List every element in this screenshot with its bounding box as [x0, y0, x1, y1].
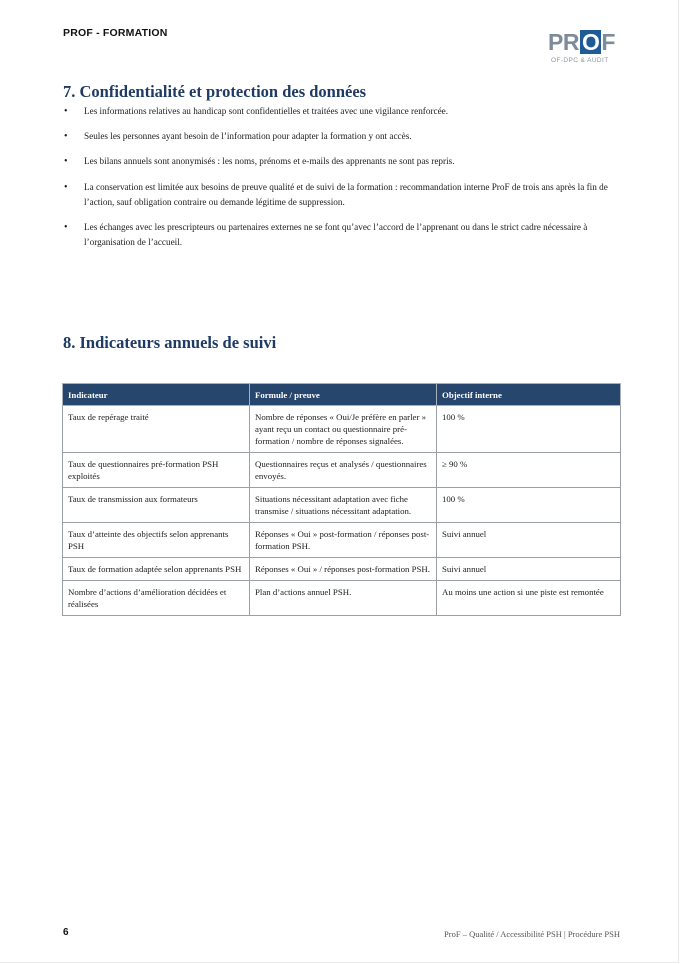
- bullet-icon: •: [64, 131, 68, 143]
- table-row: [63, 488, 621, 523]
- table-cell: Situations nécessitant adaptation avec fiche transmise / situations nécessitant adaptation.: [250, 488, 437, 523]
- section-8-title: 8. Indicateurs annuels de suivi: [63, 333, 277, 352]
- logo-text-box: O: [581, 29, 600, 55]
- list-item-text: Les échanges avec les prescripteurs ou partenaires externes ne se font qu’avec l’accord de l’apprenant ou dans le strict cadre nécessaire à l’organisation de l’accueil.: [84, 222, 588, 248]
- table-cell: 100 %: [437, 406, 621, 453]
- table-cell: Taux de questionnaires pré-formation PSH exploités: [63, 453, 250, 488]
- footer-text: ProF – Qualité / Accessibilité PSH | Procédure PSH: [444, 929, 620, 939]
- logo-subtitle: OF-DPC & AUDIT: [551, 57, 609, 64]
- header-label: PROF - FORMATION: [63, 27, 168, 39]
- bullet-icon: •: [64, 222, 68, 234]
- list-item-text: La conservation est limitée aux besoins de preuve qualité et de suivi de la formation : recommandation interne ProF de trois ans après la fin de l’action, sauf obligation contraire ou demande légitime de suppression.: [84, 181, 608, 207]
- table-row: [63, 406, 621, 453]
- section-7-title: 7. Confidentialité et protection des données: [63, 82, 367, 101]
- confidentiality-list: [63, 104, 623, 250]
- table-cell: Taux de repérage traité: [63, 406, 250, 453]
- bullet-icon: •: [64, 156, 68, 168]
- table-cell: Nombre de réponses « Oui/Je préfère en parler » ayant reçu un contact ou questionnaire pré-formation / nombre de réponses signalées.: [250, 406, 437, 453]
- table-cell: ≥ 90 %: [437, 453, 621, 488]
- column-header-formule: Formule / preuve: [250, 384, 437, 406]
- list-item-text: Les informations relatives au handicap sont confidentielles et traitées avec une vigilance renforcée.: [84, 106, 449, 116]
- list-item-text: Seules les personnes ayant besoin de l’information pour adapter la formation y ont accès.: [84, 131, 412, 142]
- prof-logo: [548, 30, 622, 72]
- table-cell: Suivi annuel: [437, 523, 621, 558]
- list-item: [63, 154, 623, 169]
- bullet-icon: •: [64, 181, 68, 193]
- list-item: [63, 104, 623, 119]
- table-cell: Taux de transmission aux formateurs: [63, 488, 250, 523]
- logo-mark: [548, 30, 622, 54]
- table-row: [63, 558, 621, 581]
- page-number: 6: [63, 927, 69, 938]
- table-cell: Nombre d’actions d’amélioration décidées et réalisées: [63, 581, 250, 616]
- table-cell: Questionnaires reçus et analysés / questionnaires envoyés.: [250, 453, 437, 488]
- logo-text-left: PR: [548, 29, 579, 55]
- table-cell: Au moins une action si une piste est remontée: [437, 581, 621, 616]
- list-item: [63, 129, 623, 144]
- table-row: [63, 453, 621, 488]
- list-item-text: Les bilans annuels sont anonymisés : les noms, prénoms et e-mails des apprenants ne sont pas repris.: [84, 156, 455, 167]
- logo-text-right: F: [601, 29, 615, 55]
- column-header-objectif: Objectif interne: [437, 384, 621, 406]
- table-cell: Réponses « Oui » post-formation / réponses post-formation PSH.: [250, 523, 437, 558]
- list-item: [63, 220, 623, 250]
- table-cell: Réponses « Oui » / réponses post-formation PSH.: [250, 558, 437, 581]
- table-cell: Plan d’actions annuel PSH.: [250, 581, 437, 616]
- bullet-icon: •: [64, 106, 68, 117]
- table-header-row: [63, 384, 621, 406]
- column-header-indicateur: Indicateur: [63, 384, 250, 406]
- table-cell: Taux d’atteinte des objectifs selon apprenants PSH: [63, 523, 250, 558]
- list-item: [63, 180, 623, 210]
- table-cell: Taux de formation adaptée selon apprenants PSH: [63, 558, 250, 581]
- table-row: [63, 523, 621, 558]
- indicators-table: [62, 383, 621, 616]
- table-row: [63, 581, 621, 616]
- table-cell: Suivi annuel: [437, 558, 621, 581]
- table-cell: 100 %: [437, 488, 621, 523]
